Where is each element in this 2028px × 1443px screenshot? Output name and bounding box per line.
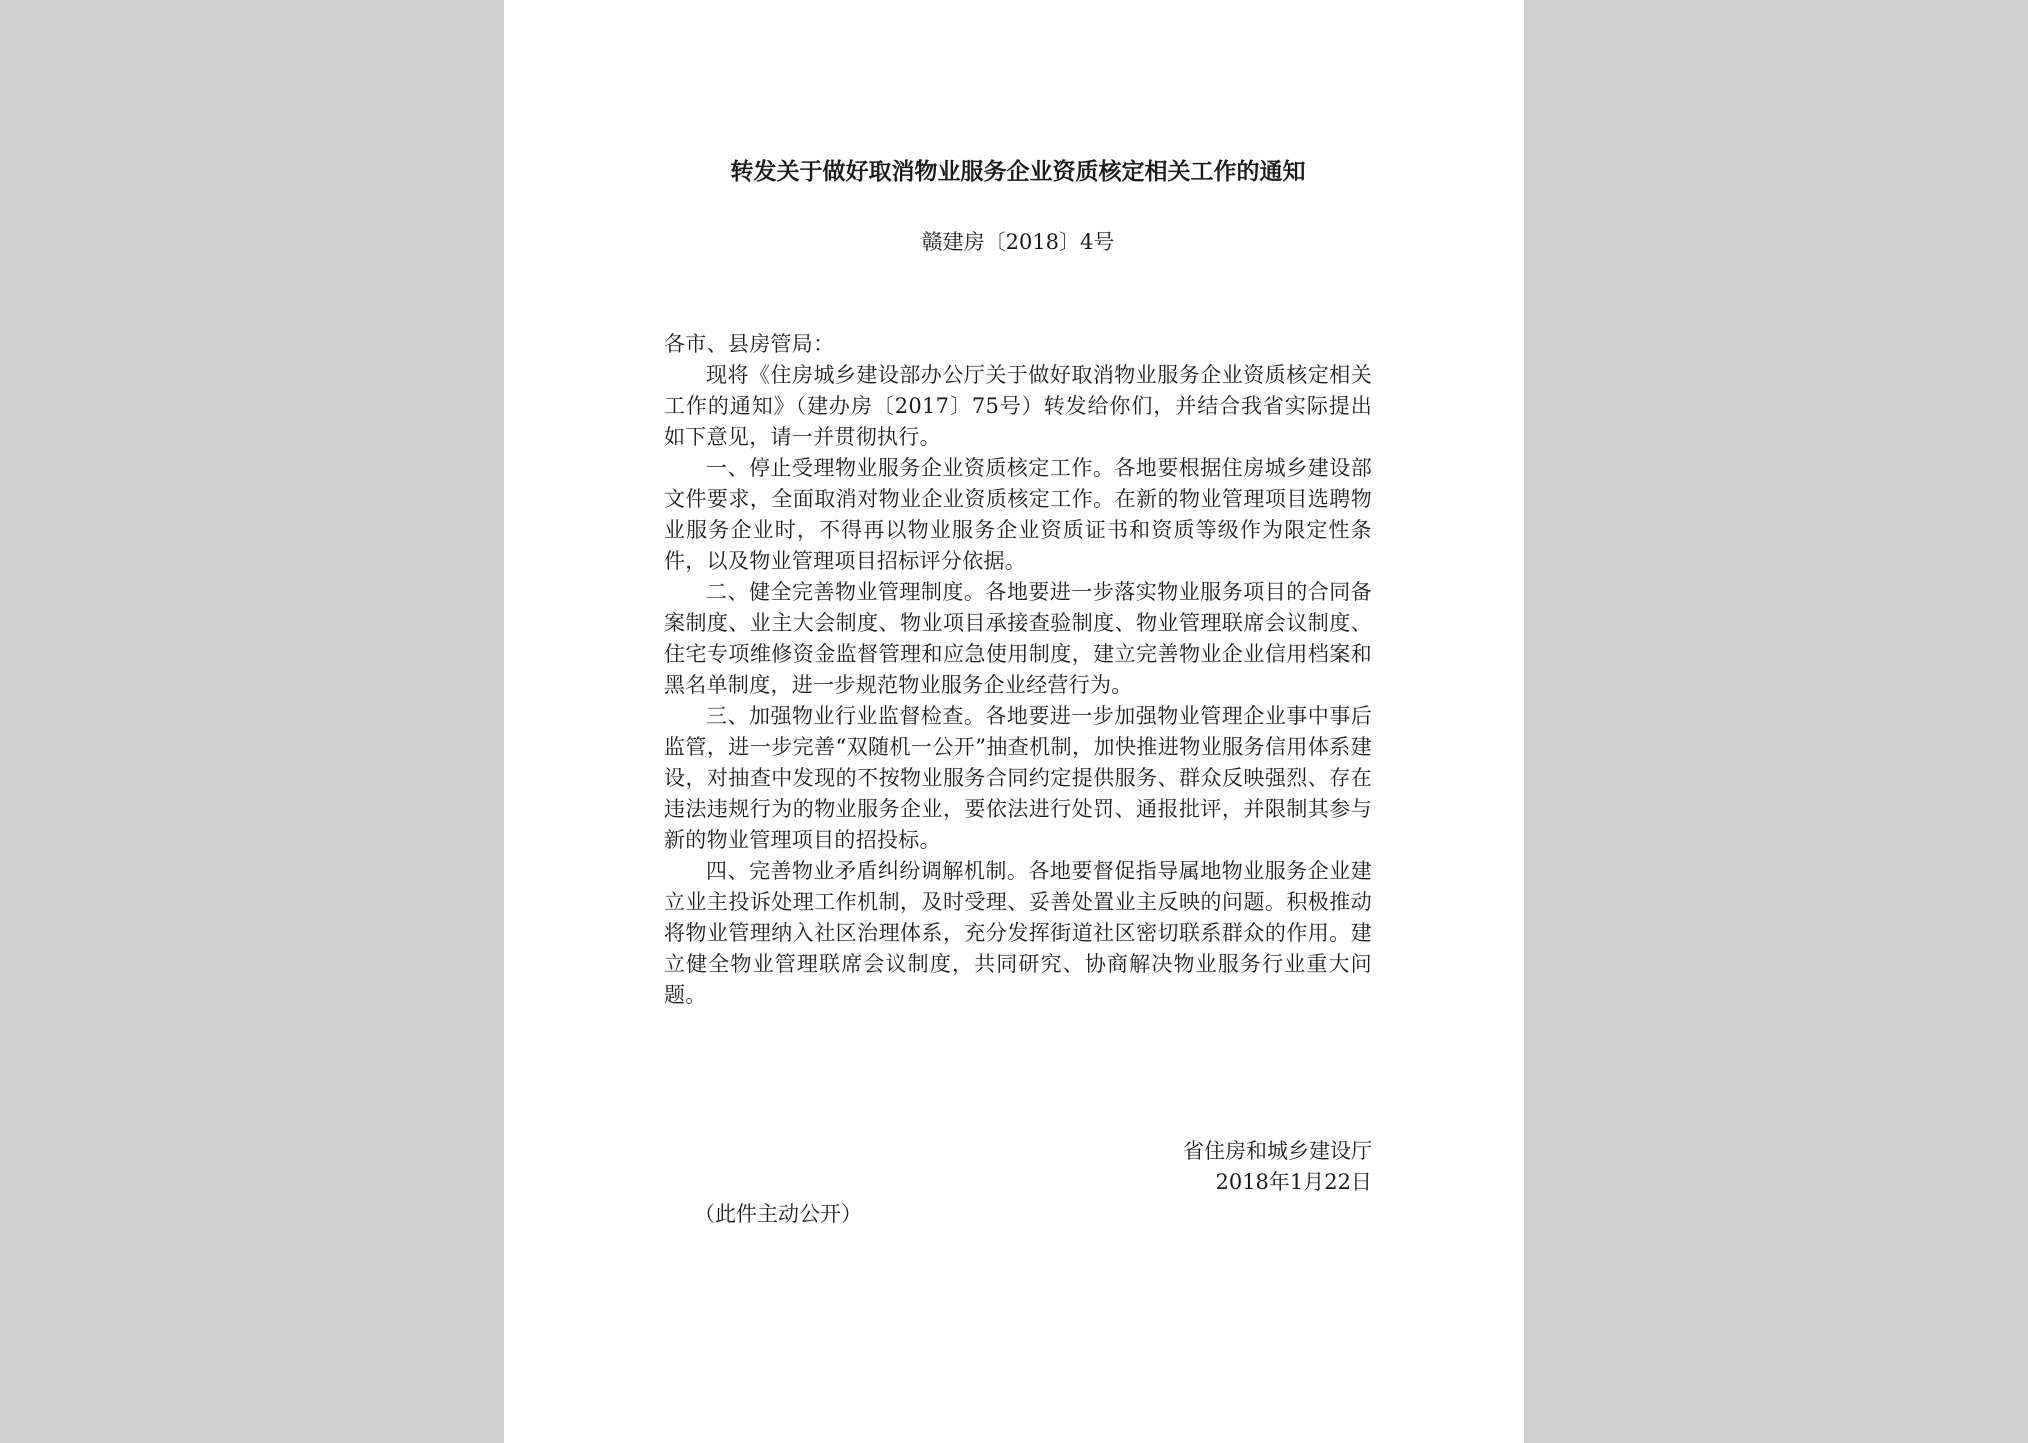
- issuer: 省住房和城乡建设厅: [1183, 1139, 1372, 1163]
- document-title: 转发关于做好取消物业服务企业资质核定相关工作的通知: [730, 158, 1306, 185]
- document-number: 赣建房〔2018〕4号: [921, 230, 1115, 254]
- signature-block: [1183, 1136, 1372, 1198]
- disclosure-note: （此件主动公开）: [694, 1202, 862, 1226]
- document-body: [664, 329, 1372, 1011]
- paragraph-item-1: 一、停止受理物业服务企业资质核定工作。各地要根据住房城乡建设部文件要求，全面取消对物业企业资质核定工作。在新的物业管理项目选聘物业服务企业时，不得再以物业服务企业资质证书和资质等级作为限定性条件，以及物业管理项目招标评分依据。: [664, 456, 1372, 573]
- paragraph-item-4: 四、完善物业矛盾纠纷调解机制。各地要督促指导属地物业服务企业建立业主投诉处理工作机制，及时受理、妥善处置业主反映的问题。积极推动将物业管理纳入社区治理体系，充分发挥街道社区密切联系群众的作用。建立健全物业管理联席会议制度，共同研究、协商解决物业服务行业重大问题。: [664, 859, 1372, 1007]
- paragraph-item-3: 三、加强物业行业监督检查。各地要进一步加强物业管理企业事中事后监管，进一步完善“双随机一公开”抽查机制，加快推进物业服务信用体系建设，对抽查中发现的不按物业服务合同约定提供服务、群众反映强烈、存在违法违规行为的物业服务企业，要依法进行处罚、通报批评，并限制其参与新的物业管理项目的招投标。: [664, 704, 1372, 852]
- document-page: [504, 0, 1524, 1443]
- issue-date: 2018年1月22日: [1215, 1170, 1372, 1194]
- salutation: 各市、县房管局：: [664, 332, 835, 356]
- paragraph-intro: 现将《住房城乡建设部办公厅关于做好取消物业服务企业资质核定相关工作的通知》（建办房〔2017〕75号）转发给你们，并结合我省实际提出如下意见，请一并贯彻执行。: [664, 363, 1372, 449]
- paragraph-item-2: 二、健全完善物业管理制度。各地要进一步落实物业服务项目的合同备案制度、业主大会制度、物业项目承接查验制度、物业管理联席会议制度、住宅专项维修资金监督管理和应急使用制度，建立完善物业企业信用档案和黑名单制度，进一步规范物业服务企业经营行为。: [664, 580, 1372, 697]
